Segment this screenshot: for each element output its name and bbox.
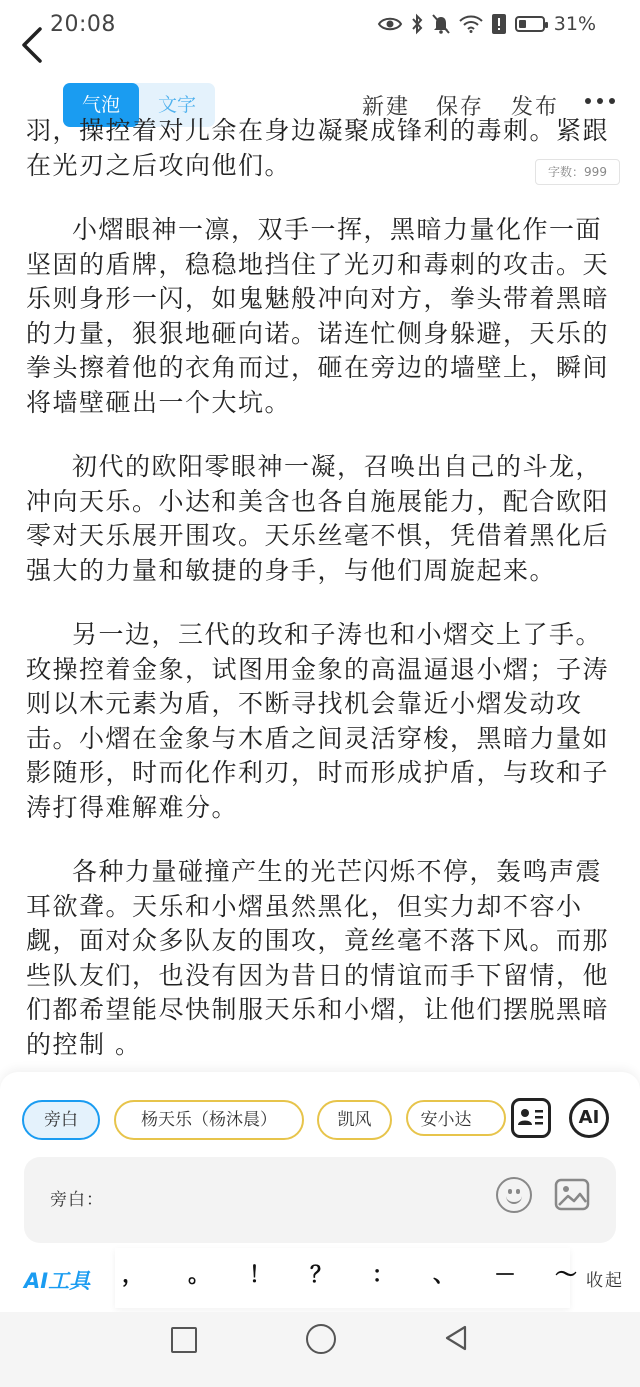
- ai-tools-button[interactable]: AI工具: [24, 1269, 91, 1293]
- punctuation-bar: [115, 1248, 577, 1308]
- punct-period-button[interactable]: 。: [187, 1263, 210, 1288]
- publish-button[interactable]: 发布: [511, 95, 560, 120]
- new-button[interactable]: 新建: [362, 95, 411, 120]
- punct-dash-button[interactable]: －: [493, 1263, 516, 1288]
- character-list-button[interactable]: [511, 1098, 551, 1138]
- punct-question-button[interactable]: ？: [309, 1263, 332, 1288]
- character-chips: [22, 1100, 492, 1140]
- status-icons: [378, 13, 596, 35]
- dialogue-panel: [0, 1072, 640, 1312]
- system-nav-bar: [0, 1312, 640, 1387]
- more-dot-icon: [585, 98, 591, 104]
- more-dot-icon: [597, 98, 603, 104]
- ai-button[interactable]: AI: [569, 1098, 609, 1138]
- image-button[interactable]: [554, 1178, 590, 1211]
- home-button[interactable]: [306, 1324, 336, 1354]
- punct-colon-button[interactable]: ：: [371, 1263, 394, 1288]
- recent-apps-button[interactable]: [171, 1327, 197, 1353]
- tab-text[interactable]: 文字: [157, 94, 196, 116]
- battery-percent: 31%: [553, 13, 596, 35]
- wifi-icon: [459, 15, 483, 33]
- character-chip[interactable]: 杨天乐（杨沐晨）: [114, 1100, 304, 1140]
- tab-bubble[interactable]: 气泡: [63, 83, 139, 127]
- mute-icon: [432, 14, 450, 34]
- article-paragraph: 各种力量碰撞产生的光芒闪烁不停，轰鸣声震耳欲聋。天乐和小熠虽然黑化，但实力却不容小觑，面对众多队友的围攻，竟丝毫不落下风。而那些队友们，也没有因为昔日的情谊而手下留情，他们都希望能尽快制服天乐和小熠，让他们摆脱黑暗的控制 。: [26, 857, 610, 1059]
- save-button[interactable]: 保存: [436, 95, 485, 120]
- emoji-button[interactable]: [496, 1177, 532, 1213]
- more-button[interactable]: [585, 96, 615, 110]
- article-editor[interactable]: [0, 116, 640, 1068]
- character-chip-narrator[interactable]: 旁白: [22, 1100, 100, 1140]
- collapse-button[interactable]: 收起: [586, 1271, 624, 1291]
- input-speaker-label: 旁白：: [50, 1190, 104, 1210]
- emoji-mouth-icon: [506, 1194, 522, 1204]
- status-time: 20:08: [50, 12, 116, 37]
- article-paragraph: 小熠眼神一凛，双手一挥，黑暗力量化作一面坚固的盾牌，稳稳地挡住了光刃和毒刺的攻击。天乐则身形一闪，如鬼魅般冲向对方，拳头带着黑暗的力量，狠狠地砸向诺。诺连忙侧身躲避，天乐的拳头擦着他的衣角而过，砸在旁边的墙壁上，瞬间将墙壁砸出一个大坑。: [26, 215, 610, 417]
- article-paragraph: 羽，操控着对儿余在身边凝聚成锋利的毒刺。紧跟在光刃之后攻向他们。: [26, 116, 610, 180]
- punct-exclaim-button[interactable]: ！: [248, 1263, 271, 1288]
- more-dot-icon: [609, 98, 615, 104]
- battery-icon: [515, 16, 545, 32]
- word-count-badge: 字数：999: [535, 159, 620, 185]
- punct-tilde-button[interactable]: ～: [554, 1263, 577, 1288]
- article-paragraph: 另一边，三代的玫和子涛也和小熠交上了手。玫操控着金象，试图用金象的高温逼退小熠；子涛则以木元素为盾，不断寻找机会靠近小熠发动攻击。小熠在金象与木盾之间灵活穿梭，黑暗力量如影随形，时而化作利刃，时而形成护盾，与玫和子涛打得难解难分。: [26, 620, 610, 822]
- contact-list-icon: [514, 1101, 548, 1135]
- battery-fill: [519, 20, 526, 28]
- punct-enum-comma-button[interactable]: 、: [432, 1263, 455, 1288]
- punct-comma-button[interactable]: ，: [121, 1263, 144, 1288]
- back-button[interactable]: [18, 26, 48, 64]
- dialogue-input[interactable]: [24, 1157, 616, 1243]
- bluetooth-icon: [411, 14, 423, 34]
- character-chip[interactable]: 凯风: [317, 1100, 392, 1140]
- system-back-button[interactable]: [443, 1324, 469, 1352]
- character-chip[interactable]: 安小达: [406, 1100, 506, 1136]
- eye-icon: [378, 16, 402, 32]
- status-bar: [0, 0, 640, 50]
- article-paragraph: 初代的欧阳零眼神一凝，召唤出自己的斗龙，冲向天乐。小达和美含也各自施展能力，配合欧阳零对天乐展开围攻。天乐丝毫不惧，凭借着黑化后强大的力量和敏捷的身手，与他们周旋起来。: [26, 452, 610, 585]
- alert-icon: [492, 14, 506, 34]
